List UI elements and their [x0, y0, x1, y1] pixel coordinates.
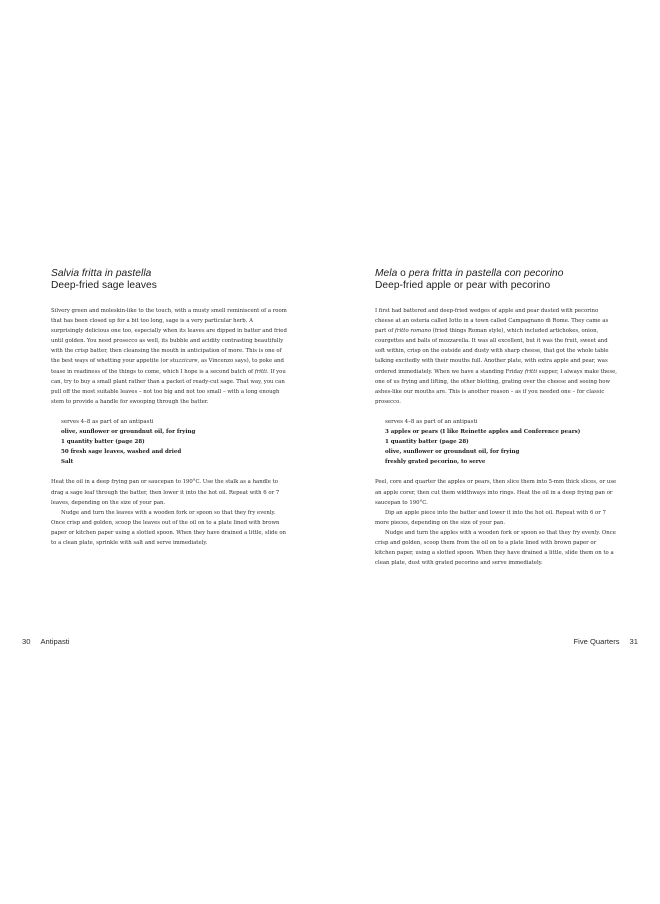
method-step: Dip an apple piece into the batter and lower it into the hot oil. Repeat with 6 or 7 more pieces, depending on the size of your pan.: [375, 509, 606, 526]
recipe-title-italian: Salvia fritta in pastella: [51, 268, 152, 279]
recipe-intro: I first had battered and deep-fried wedges of apple and pear dusted with pecorino cheese at an osteria called Iotto in a town called Campagnano di Rome. They came as part of fritto romano (fried things Roman style), which included artichokes, onion, courgettes and balls of mozzarella. It was all excellent, but it was the fruit, sweet and soft within, crisp on the outside and dusty with sharp cheese, that got the whole table talking excitedly with their mouths full. Another plate, with extra apple and pear, was ordered immediately. When we have a standing Friday fritti supper, I always make these, one of us frying and lifting, the other blotting, grating over the cheese and seeing how ashes-like our mouths are. This is another reason – as if you needed one – for classic prosecco.: [375, 308, 617, 405]
ingredient-item: 1 quantity batter (page 28): [61, 439, 145, 446]
section-label: Five Quarters: [573, 637, 620, 646]
method: [375, 477, 617, 568]
page-number: 31: [629, 637, 638, 646]
folio-left: [22, 637, 70, 647]
method-step: Peel, core and quarter the apples or pears, then slice them into 5-mm thick slices, or use an apple corer, then cut them widthways into rings. Heat the oil in a deep frying pan or saucepan to 190°C.: [375, 479, 617, 506]
recipe-title-english: Deep-fried sage leaves: [51, 280, 157, 291]
recipe-title-italian: Mela o pera fritta in pastella con pecorino: [375, 268, 564, 279]
recipe-title-english: Deep-fried apple or pear with pecorino: [375, 280, 551, 291]
ingredient-item: olive, sunflower or groundnut oil, for frying: [385, 449, 520, 456]
serves-line: serves 4–8 as part of an antipasti: [61, 418, 154, 425]
ingredient-list: [375, 417, 617, 467]
serves-line: serves 4–8 as part of an antipasti: [385, 418, 478, 425]
ingredient-item: 3 apples or pears (I like Reinette apples and Conference pears): [385, 429, 581, 436]
recipe-apple-pear: [375, 268, 617, 568]
ingredient-item: 1 quantity batter (page 28): [385, 439, 469, 446]
ingredient-item: 50 fresh sage leaves, washed and dried: [61, 449, 182, 456]
ingredient-list: [51, 417, 287, 467]
page-number: 30: [22, 637, 31, 646]
method-step: Nudge and turn the leaves with a wooden fork or spoon so that they fry evenly. Once crisp and golden, scoop the leaves out of the oil on to a plate lined with brown paper or kitchen paper using a slotted spoon. When they have drained a little, slide on to a clean plate, sprinkle with salt and serve immediately.: [51, 509, 286, 546]
ingredient-item: olive, sunflower or groundnut oil, for frying: [61, 429, 196, 436]
recipe-sage-leaves: [51, 268, 287, 548]
ingredient-item: freshly grated pecorino, to serve: [385, 459, 486, 466]
recipe-intro: Silvery green and moleskin-like to the touch, with a musty smell reminiscent of a room that has been closed up for a bit too long, sage is a very particular herb. A surprisingly delicious one too, especially when its leaves are dipped in batter and fried until golden. You need prosecco as well, its bubble and acidity contrasting beautifully with the crisp batter, then cleansing the mouth in anticipation of more. This is one of the best ways of whetting your appetite (or stuzzicare, as Vincenzo says), to poke and tease in readiness of the things to come, which I hope is a second batch of fritti. If you can, try to buy a small plant rather than a packet of ready-cut sage. That way, you can pull off the most suitable leaves – not too big and not too small – with a long enough stem to provide a handle for swooping through the batter.: [51, 308, 287, 405]
right-page: [330, 0, 660, 904]
section-label: Antipasti: [40, 637, 70, 646]
ingredient-item: Salt: [61, 459, 74, 466]
method-step: Nudge and turn the apples with a wooden fork or spoon so that they fry evenly. Once crisp and golden, scoop them from the oil on to a plate lined with brown paper or kitchen paper, using a slotted spoon. When they have drained a little, slide them on to a clean plate, dust with grated pecorino and serve immediately.: [375, 529, 616, 567]
method-step: Heat the oil in a deep frying pan or saucepan to 190°C. Use the stalk as a handle to drag a sage leaf through the batter, then lower it into the hot oil. Repeat with 6 or 7 leaves, depending on the size of your pan.: [51, 479, 280, 506]
method: [51, 477, 287, 548]
folio-right: [574, 637, 638, 647]
